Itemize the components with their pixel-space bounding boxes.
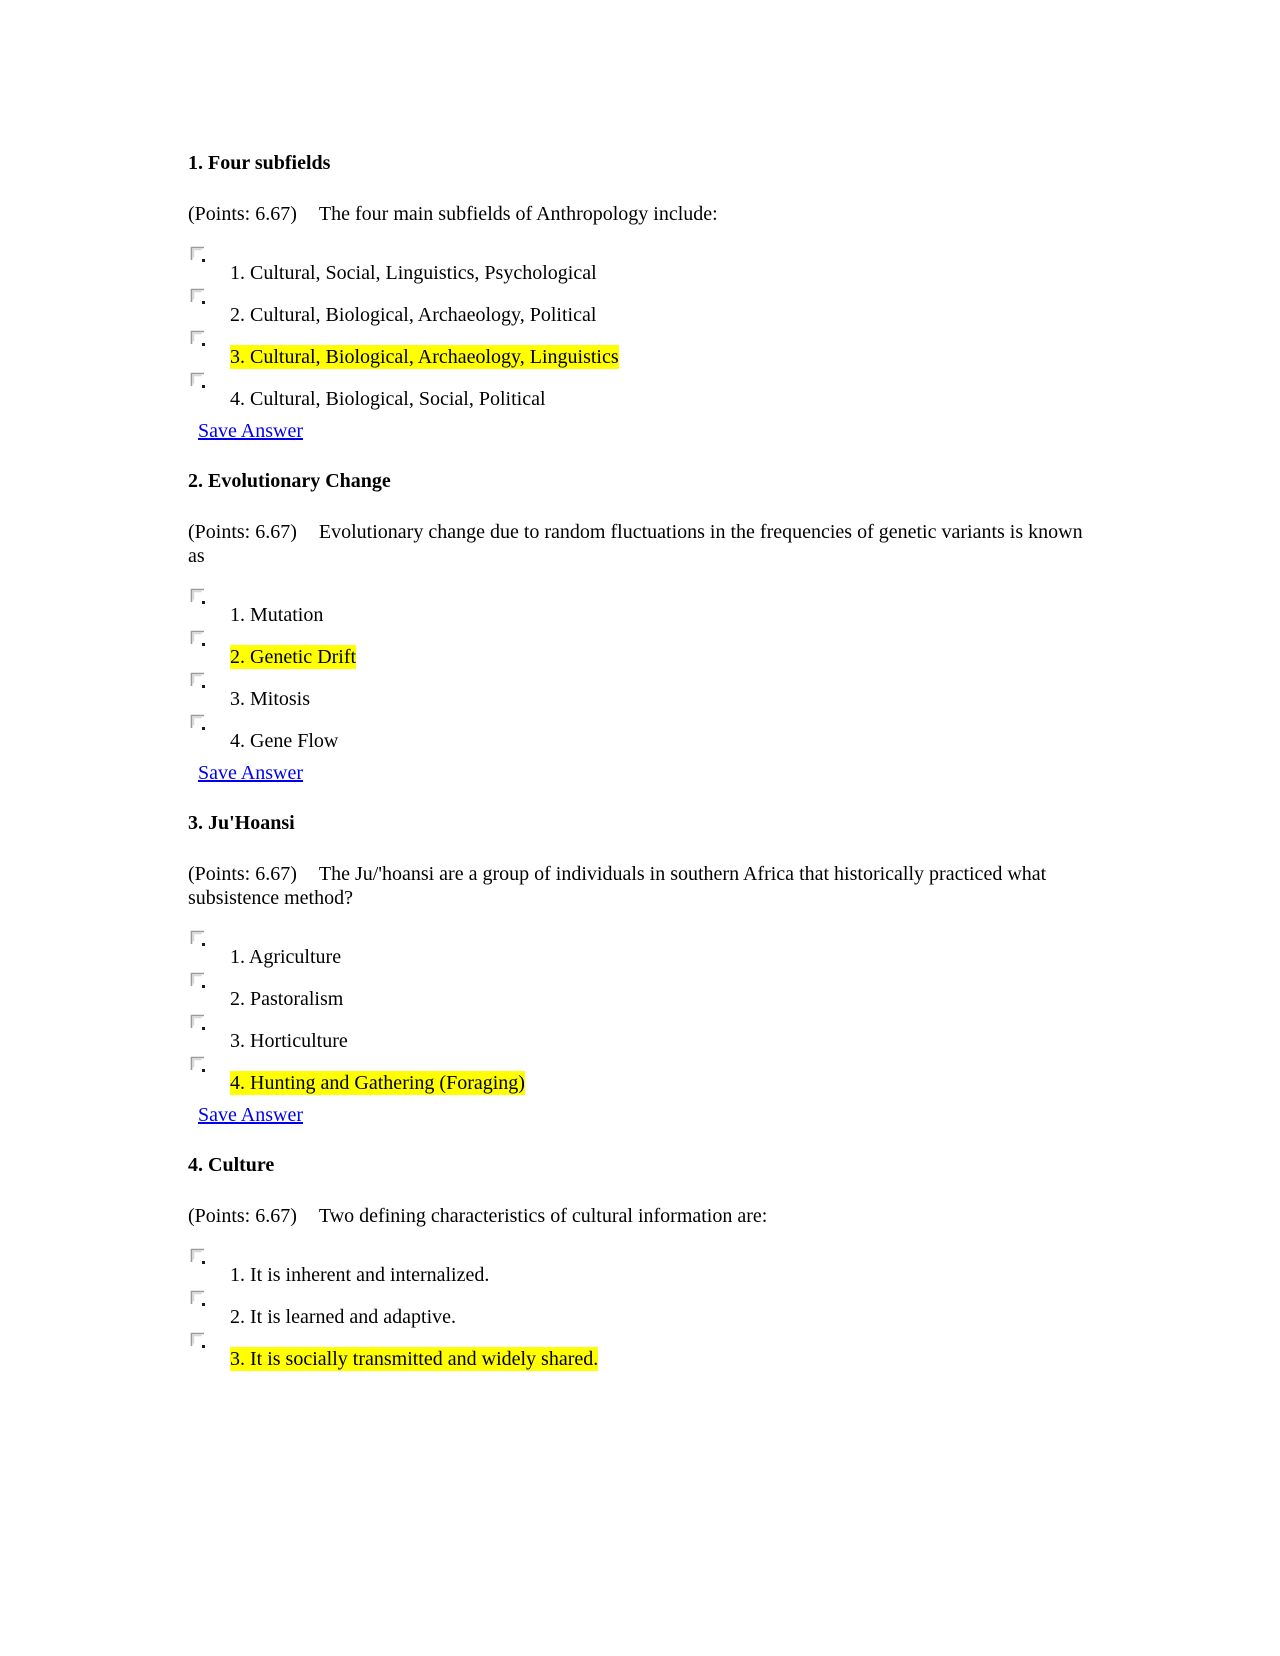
answer-option[interactable]	[188, 930, 1098, 972]
answer-option[interactable]	[188, 588, 1098, 630]
question-title: 4. Culture	[188, 1154, 275, 1176]
question-text-block	[188, 202, 1098, 226]
answer-option-label: 3. It is socially transmitted and widely shared.	[230, 1348, 599, 1370]
question-points: (Points: 6.67)	[188, 521, 297, 543]
answer-option-label: 1. It is inherent and internalized.	[230, 1264, 490, 1286]
answer-option-label: 1. Cultural, Social, Linguistics, Psychological	[230, 262, 597, 284]
answer-options	[188, 1248, 1098, 1374]
question-text-block	[188, 862, 1098, 910]
radio-button-icon[interactable]	[190, 972, 206, 988]
answer-option[interactable]	[188, 630, 1098, 672]
question-3	[188, 811, 1098, 1127]
radio-button-icon[interactable]	[190, 288, 206, 304]
question-text: The four main subfields of Anthropology include:	[318, 203, 718, 225]
answer-option-label: 1. Mutation	[230, 604, 324, 626]
question-1	[188, 151, 1098, 443]
question-points: (Points: 6.67)	[188, 1205, 297, 1227]
answer-option[interactable]	[188, 330, 1098, 372]
radio-button-icon[interactable]	[190, 1332, 206, 1348]
radio-button-icon[interactable]	[190, 930, 206, 946]
question-text: Two defining characteristics of cultural information are:	[318, 1205, 768, 1227]
save-answer-link[interactable]: Save Answer	[198, 1104, 303, 1126]
radio-button-icon[interactable]	[190, 330, 206, 346]
answer-option[interactable]	[188, 714, 1098, 756]
radio-button-icon[interactable]	[190, 372, 206, 388]
radio-button-icon[interactable]	[190, 714, 206, 730]
answer-option[interactable]	[188, 1332, 1098, 1374]
answer-option[interactable]	[188, 246, 1098, 288]
question-text: The Ju/'hoansi are a group of individuals in southern Africa that historically practiced what subsistence method?	[188, 863, 1047, 909]
question-points: (Points: 6.67)	[188, 863, 297, 885]
quiz-page	[188, 151, 1098, 1400]
save-answer-link[interactable]: Save Answer	[198, 420, 303, 442]
radio-button-icon[interactable]	[190, 672, 206, 688]
question-title: 3. Ju'Hoansi	[188, 812, 295, 834]
answer-options	[188, 246, 1098, 414]
answer-options	[188, 588, 1098, 756]
question-title: 2. Evolutionary Change	[188, 470, 391, 492]
answer-option-label: 1. Agriculture	[230, 946, 342, 968]
answer-options	[188, 930, 1098, 1098]
radio-button-icon[interactable]	[190, 588, 206, 604]
answer-option-label: 3. Horticulture	[230, 1030, 348, 1052]
radio-button-icon[interactable]	[190, 246, 206, 262]
answer-option[interactable]	[188, 372, 1098, 414]
radio-button-icon[interactable]	[190, 1056, 206, 1072]
answer-option[interactable]	[188, 1014, 1098, 1056]
question-4	[188, 1153, 1098, 1374]
question-text-block	[188, 1204, 1098, 1228]
answer-option-label: 2. Cultural, Biological, Archaeology, Political	[230, 304, 597, 326]
answer-option-label: 2. Pastoralism	[230, 988, 344, 1010]
answer-option[interactable]	[188, 1056, 1098, 1098]
answer-option[interactable]	[188, 1290, 1098, 1332]
radio-button-icon[interactable]	[190, 1248, 206, 1264]
answer-option-label: 2. Genetic Drift	[230, 646, 357, 668]
answer-option-label: 3. Cultural, Biological, Archaeology, Linguistics	[230, 346, 619, 368]
answer-option[interactable]	[188, 288, 1098, 330]
answer-option-label: 4. Gene Flow	[230, 730, 339, 752]
answer-option[interactable]	[188, 672, 1098, 714]
question-text: Evolutionary change due to random fluctuations in the frequencies of genetic variants is known as	[188, 521, 1083, 567]
question-text-block	[188, 520, 1098, 568]
radio-button-icon[interactable]	[190, 1290, 206, 1306]
answer-option-label: 4. Hunting and Gathering (Foraging)	[230, 1072, 525, 1094]
question-2	[188, 469, 1098, 785]
answer-option-label: 4. Cultural, Biological, Social, Political	[230, 388, 546, 410]
question-title: 1. Four subfields	[188, 152, 331, 174]
question-points: (Points: 6.67)	[188, 203, 297, 225]
answer-option[interactable]	[188, 972, 1098, 1014]
answer-option[interactable]	[188, 1248, 1098, 1290]
save-answer-link[interactable]: Save Answer	[198, 762, 303, 784]
answer-option-label: 3. Mitosis	[230, 688, 311, 710]
answer-option-label: 2. It is learned and adaptive.	[230, 1306, 457, 1328]
radio-button-icon[interactable]	[190, 630, 206, 646]
radio-button-icon[interactable]	[190, 1014, 206, 1030]
